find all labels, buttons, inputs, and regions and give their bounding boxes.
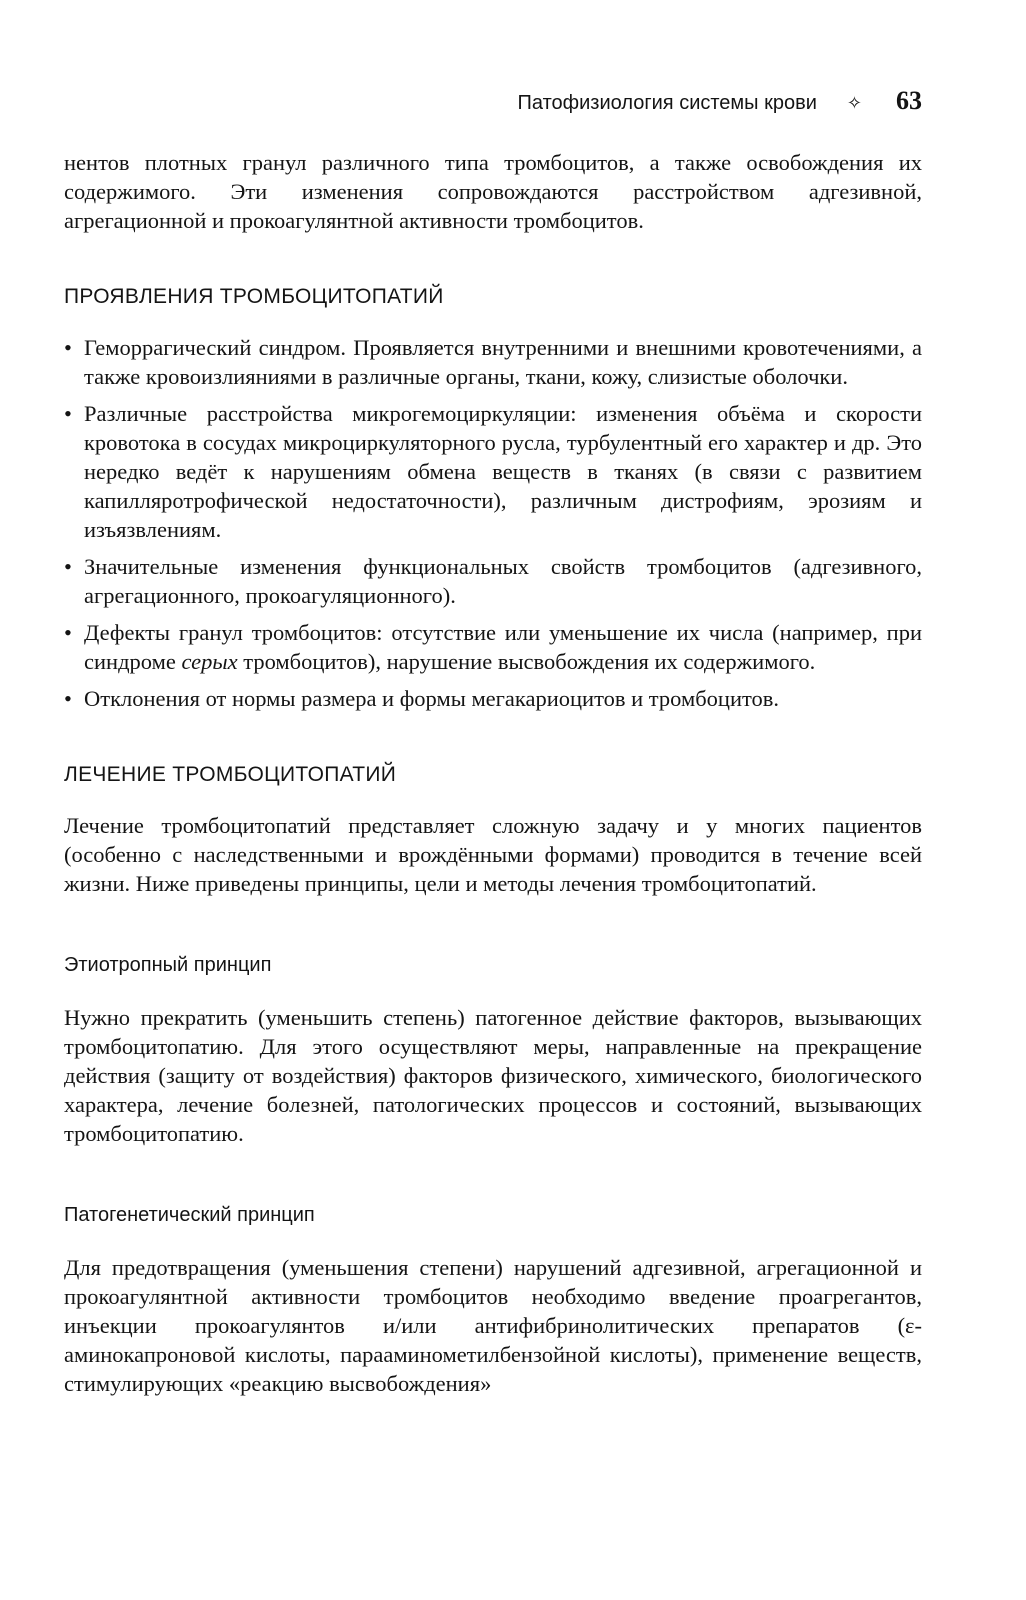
subsection-heading-pathogenetic: Патогенетический принцип (64, 1204, 315, 1226)
list-item-text-start: Дефекты гранул тромбоцитов: отсутствие или уменьшение их числа (например, при синдроме (84, 620, 922, 674)
subsection-heading-etiotropic: Этиотропный принцип (64, 954, 272, 976)
list-item (64, 618, 922, 676)
list-item: • Различные расстройства микрогемоциркуляции: изменения объёма и скорости кровотока в сосудах микроциркуляторного русла, турбулентный его характер и др. Это нередко ведёт к нарушениям обмена веществ в тканях (в связи с развитием капилляротрофической недостаточности), различным дистрофиям, эрозиям и изъязвлениям. (64, 399, 922, 544)
list-item-text-end: тромбоцитов), нарушение высвобождения их содержимого. (237, 649, 816, 674)
manifestations-list (64, 333, 922, 713)
list-item: • Значительные изменения функциональных свойств тромбоцитов (адгезивного, агрегационного, прокоагуляционного). (64, 552, 922, 610)
running-title: Патофизиология системы крови (517, 92, 817, 114)
list-item: • Геморрагический синдром. Проявляется внутренними и внешними кровотечениями, а также кровоизлияниями в различные органы, ткани, кожу, слизистые оболочки. (64, 333, 922, 391)
section-heading-treatment: ЛЕЧЕНИЕ ТРОМБОЦИТОПАТИЙ (64, 763, 397, 786)
ornament-icon: ✧ (846, 93, 862, 113)
section-heading-manifestations: ПРОЯВЛЕНИЯ ТРОМБОЦИТОПАТИЙ (64, 285, 444, 308)
italic-term: серых (181, 649, 238, 674)
treatment-paragraph: Лечение тромбоцитопатий представляет сложную задачу и у многих пациентов (особенно с наследственными и врождёнными формами) проводится в течение всей жизни. Ниже приведены принципы, цели и методы лечения тромбоцитопатий. (64, 813, 922, 896)
page-body (64, 148, 922, 1398)
book-page (64, 0, 922, 1600)
intro-paragraph: нентов плотных гранул различного типа тромбоцитов, а также освобождения их содержимого. Эти изменения сопровождаются расстройством адгезивной, агрегационной и прокоагулянтной активности тромбоцитов. (64, 150, 922, 233)
pathogenetic-paragraph: Для предотвращения (уменьшения степени) нарушений адгезивной, агрегационной и прокоагулянтной активности тромбоцитов необходимо введение проагрегантов, инъекции прокоагулянтов и/или антифибринолитических препаратов (ε-аминокапроновой кислоты, парааминометилбензойной кислоты), применение веществ, стимулирующих «реакцию высвобождения» (64, 1255, 922, 1396)
page-number: 63 (896, 86, 922, 115)
running-head (518, 86, 922, 116)
etiotropic-paragraph: Нужно прекратить (уменьшить степень) патогенное действие факторов, вызывающих тромбоцитопатию. Для этого осуществляют меры, направленные на прекращение действия (защиту от воздействия) факторов физического, химического, биологического характера, лечение болезней, патологических процессов и состояний, вызывающих тромбоцитопатию. (64, 1005, 922, 1146)
list-item: • Отклонения от нормы размера и формы мегакариоцитов и тромбоцитов. (64, 684, 922, 713)
